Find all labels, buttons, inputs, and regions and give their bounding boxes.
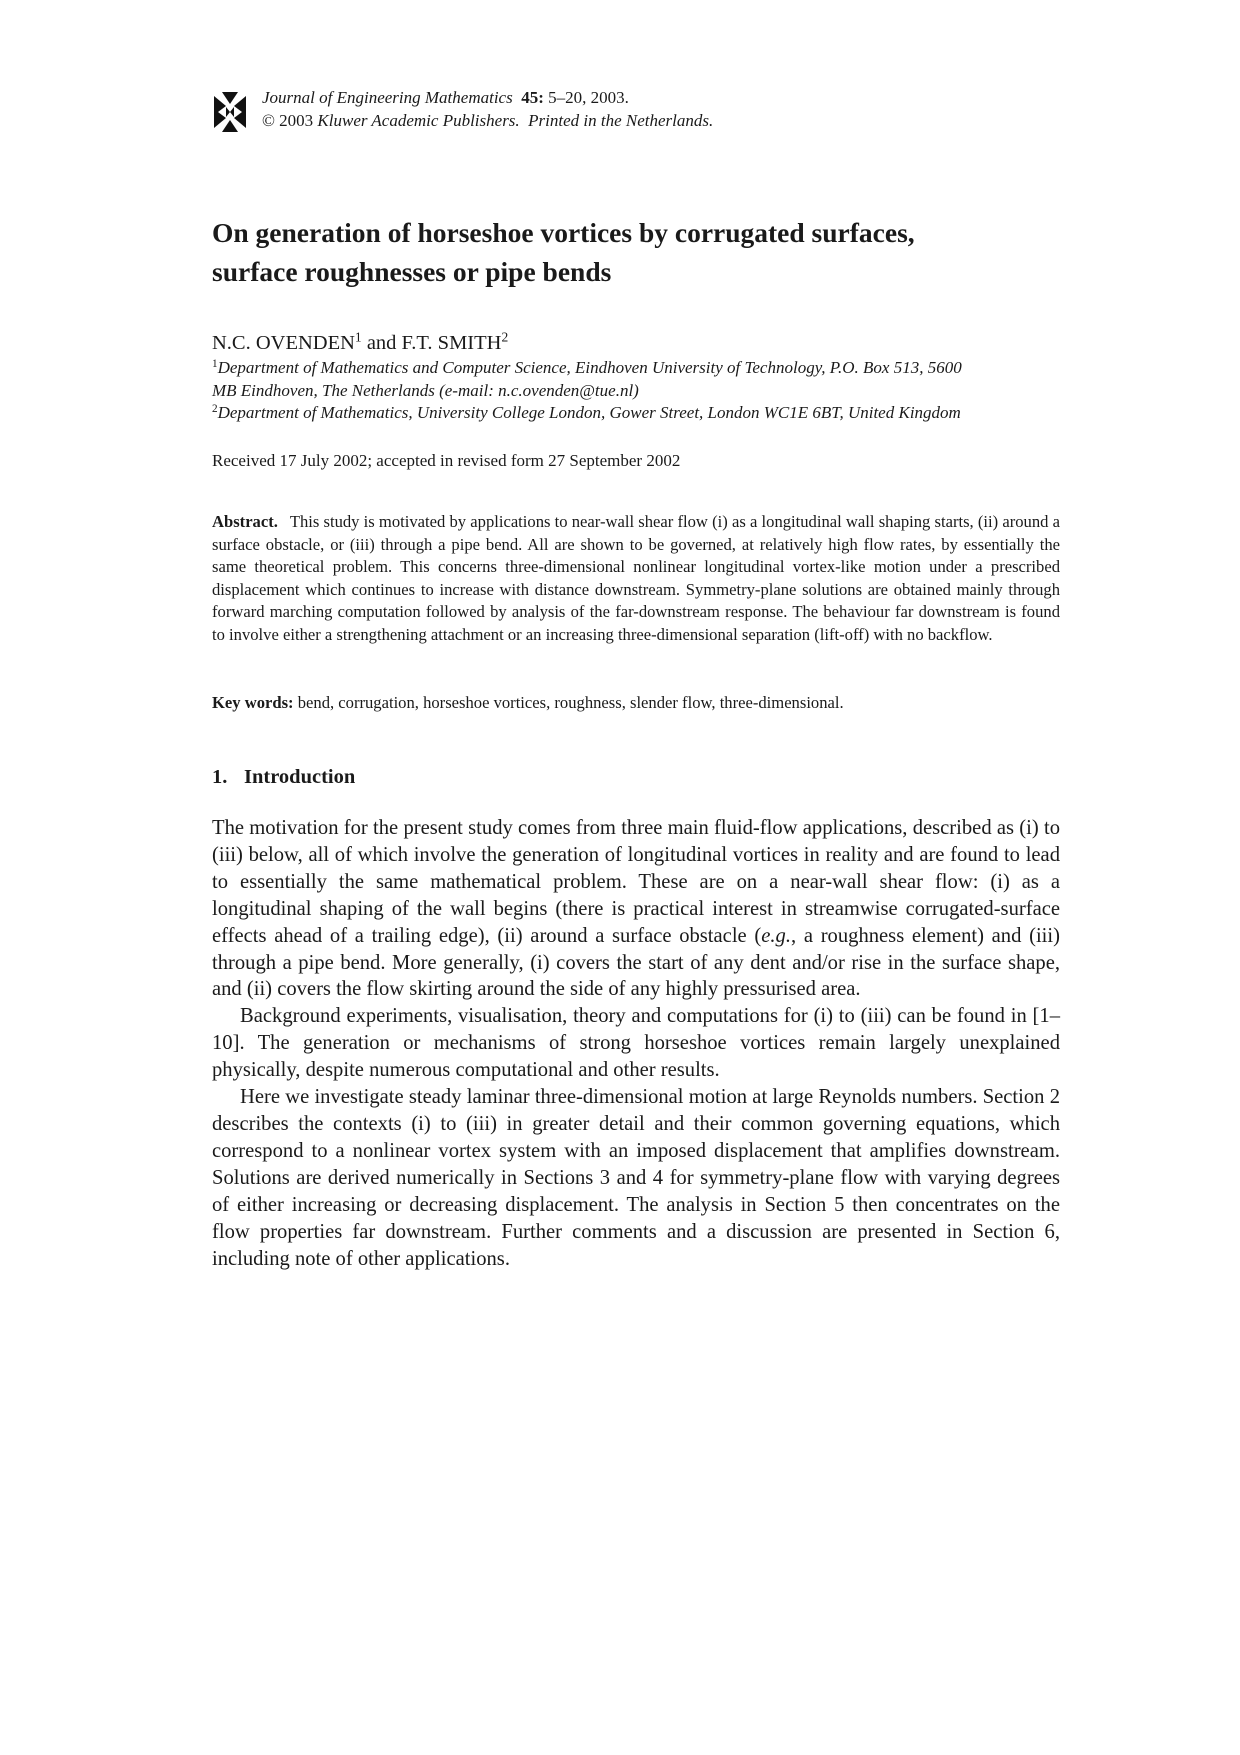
affiliation-2-mark: 2 — [212, 402, 218, 415]
copyright-year: © 2003 — [262, 111, 314, 130]
paragraph-1-part-a: The motivation for the present study comes from three main fluid-flow applications, described as (i) to (iii) below, all of which involve the generation of longitudinal vortices in reality and are found to lead to essentially the same mathematical problem. These are on a near-wall shear flow: (i) as a longitudinal shaping of the wall begins (there is practical interest in streamwise corrugated-surface effects ahead of a trailing edge), (ii) around a surface obstacle ( — [212, 817, 1060, 947]
affiliation-1-mark: 1 — [212, 357, 218, 370]
paper-title — [212, 213, 1060, 291]
publisher: Kluwer Academic Publishers. — [317, 111, 520, 130]
paragraph-3: Here we investigate steady laminar three-dimensional motion at large Reynolds numbers. Section 2 describes the contexts (i) to (iii) in greater detail and their common governing equations, which correspond to a nonlinear vortex system with an imposed displacement that amplifies downstream. Solutions are derived numerically in Sections 3 and 4 for symmetry-plane flow with varying degrees of either increasing or decreasing displacement. The analysis in Section 5 then concentrates on the flow properties far downstream. Further comments and a discussion are presented in Section 6, including note of other applications. — [212, 1086, 1060, 1270]
printed-note: Printed in the Netherlands. — [528, 111, 714, 130]
received-dates: Received 17 July 2002; accepted in revised form 27 September 2002 — [212, 451, 681, 470]
journal-header — [212, 86, 1060, 136]
affiliation-1 — [212, 357, 1072, 402]
section-body — [212, 815, 1060, 1272]
affiliation-2-text: Department of Mathematics, University College London, Gower Street, London WC1E 6BT, United Kingdom — [217, 403, 961, 422]
abstract-label: Abstract. — [212, 512, 278, 531]
keywords-label: Key words: — [212, 693, 294, 712]
affiliation-2 — [212, 402, 1072, 425]
kluwer-logo-icon — [212, 92, 248, 132]
paragraph-1-part-b: , a roughness element) and (iii) through a pipe bend. More generally, (i) covers the start of any dent and/or rise in the surface shape, and (ii) covers the flow skirting around the side of any highly pressurised area. — [212, 924, 1060, 1001]
author-2-affil-mark: 2 — [501, 329, 509, 345]
keywords — [212, 692, 1060, 714]
journal-line-1 — [262, 86, 713, 109]
keywords-text: bend, corrugation, horseshoe vortices, roughness, slender flow, three-dimensional. — [297, 693, 844, 712]
journal-name: Journal of Engineering Mathematics — [262, 88, 513, 107]
paragraph-2: Background experiments, visualisation, theory and computations for (i) to (iii) can be found in [1–10]. The generation or mechanisms of strong horseshoe vortices remain largely unexplained physically, despite numerous computational and other results. — [212, 1005, 1060, 1082]
author-1-affil-mark: 1 — [354, 329, 362, 345]
author-1: N.C. OVENDEN — [212, 332, 355, 354]
section-title: Introduction — [244, 766, 356, 788]
abstract — [212, 511, 1060, 647]
affiliation-1-line-2: MB Eindhoven, The Netherlands (e-mail: n.c.ovenden@tue.nl) — [212, 380, 639, 400]
title-line-1: On generation of horseshoe vortices by corrugated surfaces, — [212, 217, 915, 248]
journal-pages-year: 5–20, 2003. — [548, 88, 629, 107]
title-line-2: surface roughnesses or pipe bends — [212, 256, 612, 287]
paragraph-1 — [212, 815, 1060, 1003]
author-2: F.T. SMITH — [401, 332, 502, 354]
affiliation-1-text: Department of Mathematics and Computer Science, Eindhoven University of Technology, P.O. Box 513, 5600 — [217, 358, 962, 377]
section-number: 1. — [212, 766, 228, 788]
journal-volume: 45: — [521, 88, 544, 107]
journal-citation — [262, 86, 713, 132]
abstract-text: This study is motivated by applications to near-wall shear flow (i) as a longitudinal wall shaping starts, (ii) around a surface obstacle, or (iii) through a pipe bend. All are shown to be governed, at relatively high flow rates, by essentially the same theoretical problem. This concerns three-dimensional nonlinear longitudinal vortex-like motion under a prescribed displacement which continues to increase with distance downstream. Symmetry-plane solutions are obtained mainly through forward marching computation followed by analysis of the far-downstream response. The behaviour far downstream is found to involve either a strengthening attachment or an increasing three-dimensional separation (lift-off) with no backflow. — [212, 512, 1060, 644]
section-heading — [212, 764, 355, 790]
author-conjunction: and — [366, 332, 397, 354]
affiliation-1-line-1 — [212, 357, 1072, 380]
paragraph-1-eg: e.g. — [761, 924, 791, 947]
journal-line-2 — [262, 109, 713, 132]
author-list — [212, 330, 508, 356]
